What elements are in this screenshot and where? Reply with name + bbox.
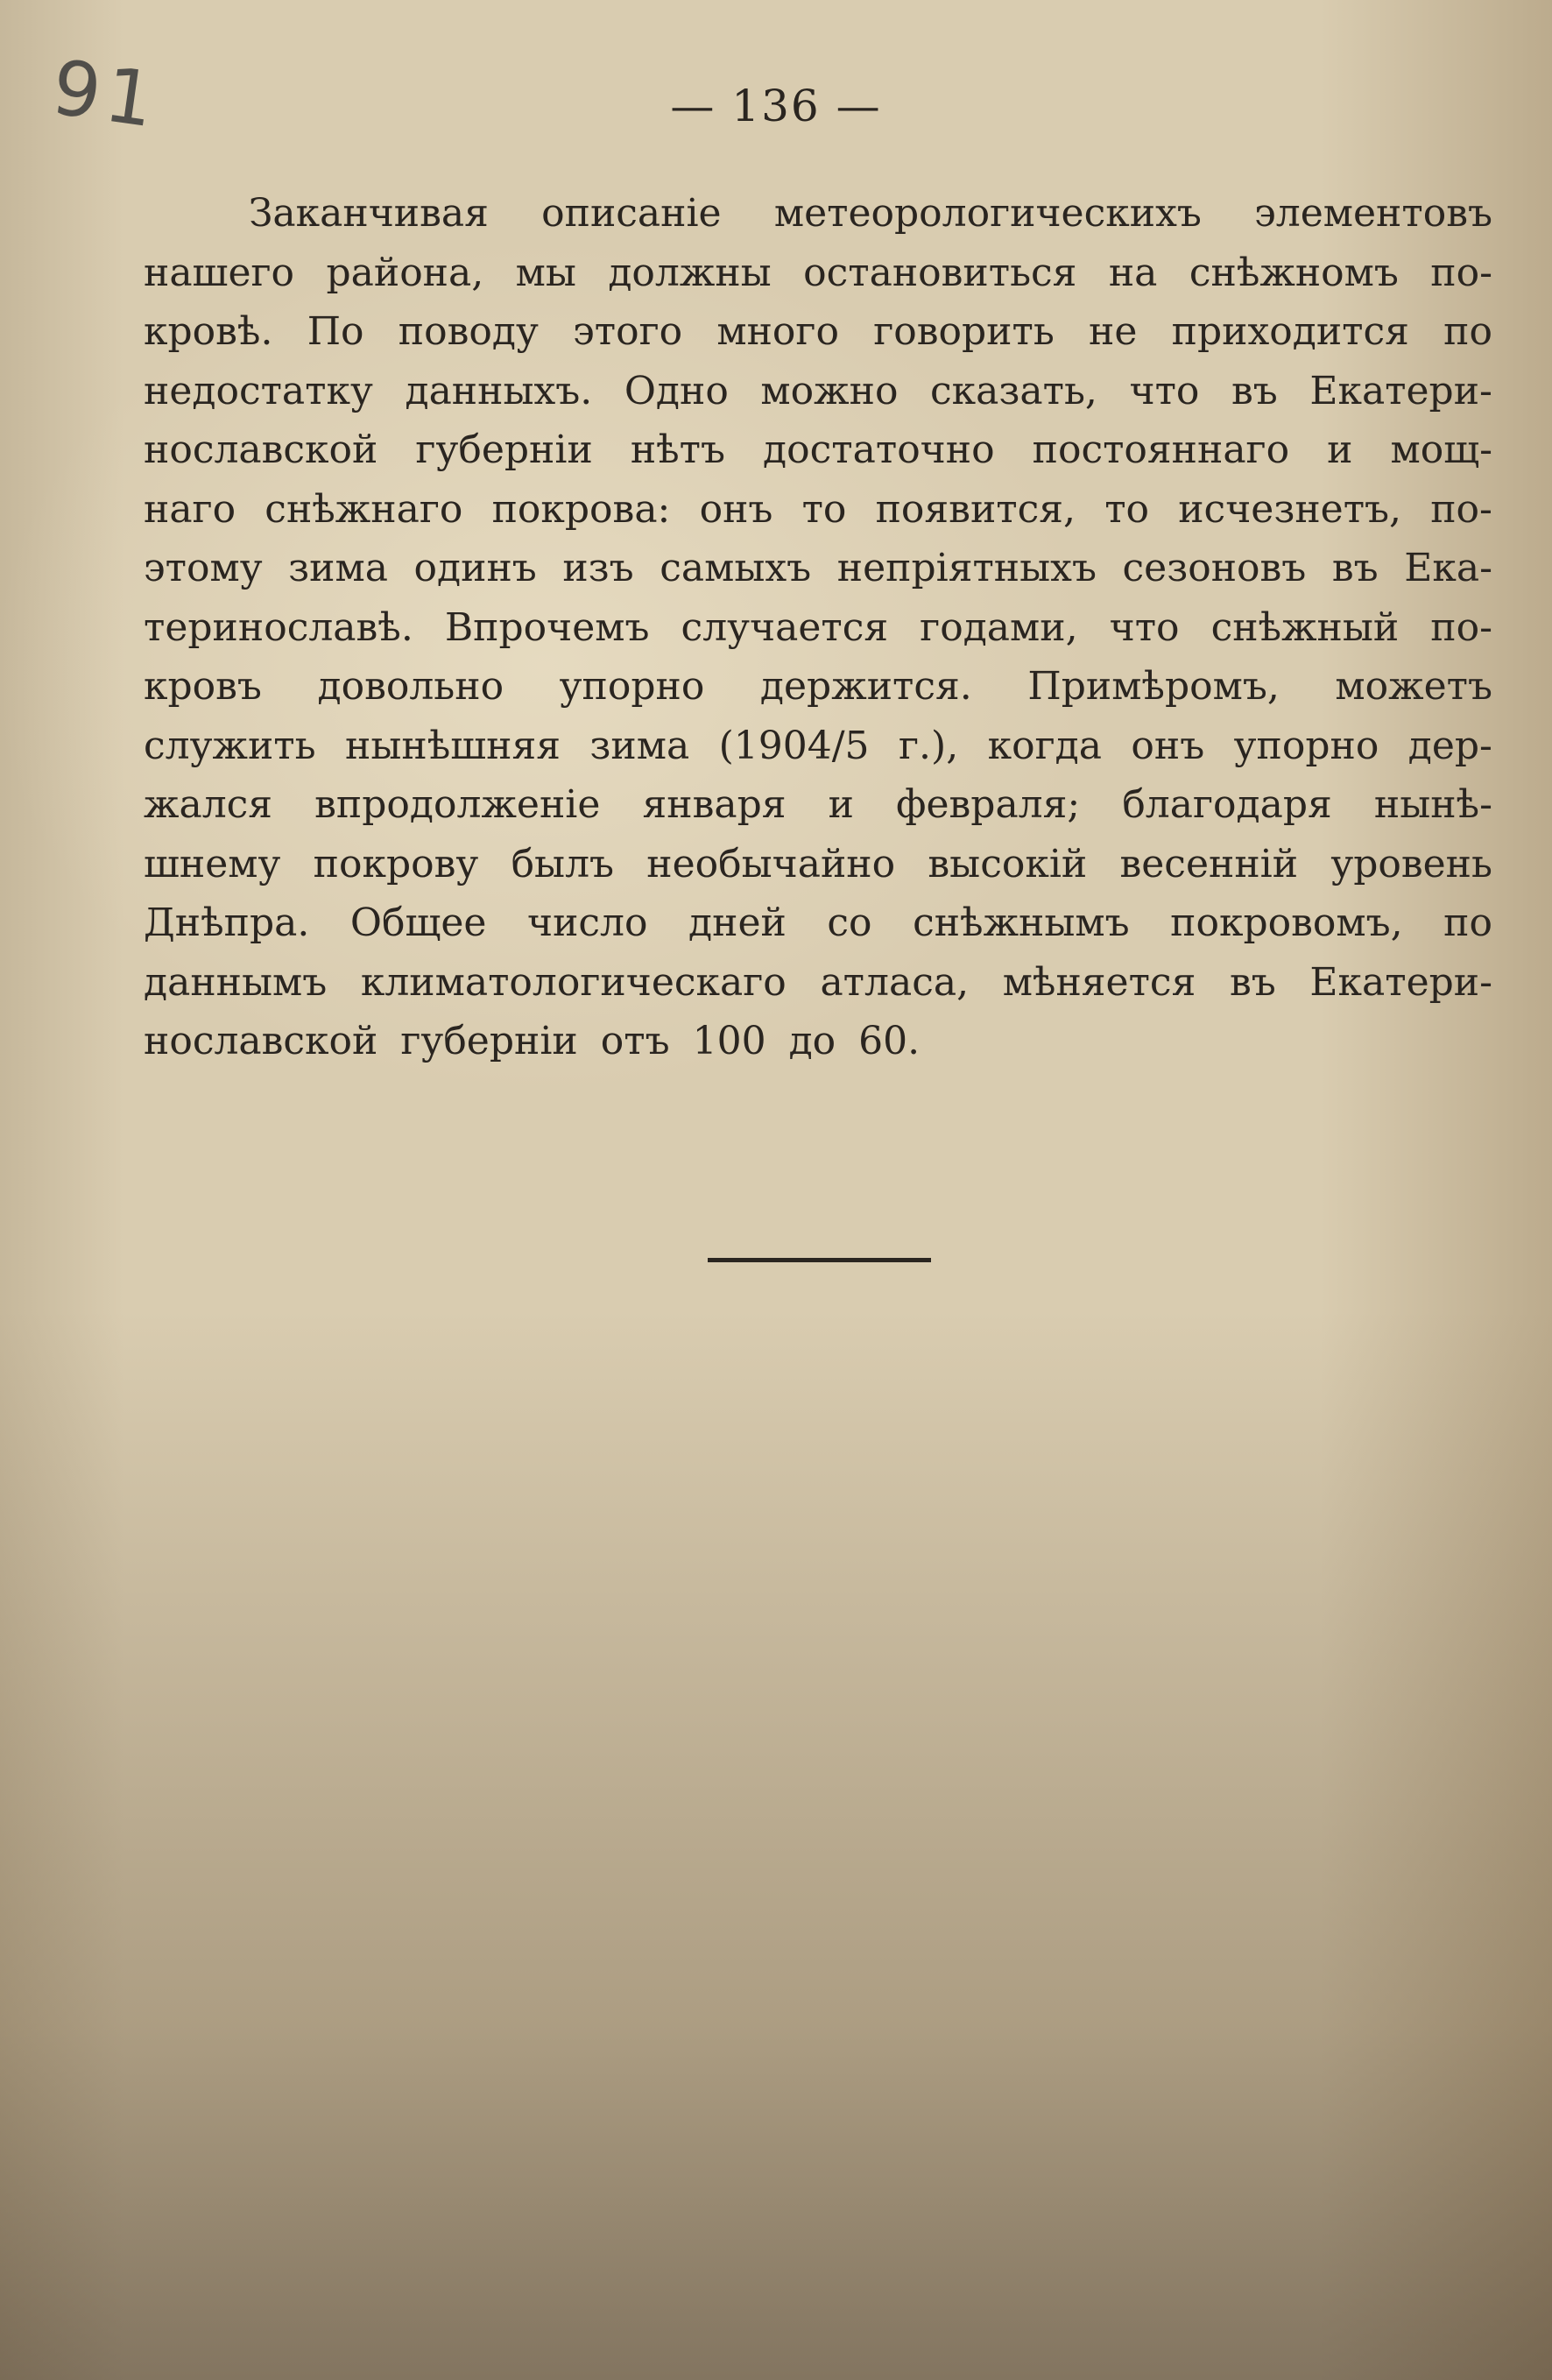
word: благодаря <box>1122 782 1332 827</box>
word: снѣжный <box>1210 604 1400 650</box>
word: впродолженіе <box>314 782 601 827</box>
word: Впрочемъ <box>444 604 650 650</box>
word: говорить <box>873 309 1055 354</box>
word: мощ- <box>1390 427 1492 472</box>
text-line <box>144 657 1492 717</box>
word: высокій <box>928 841 1088 886</box>
word: по- <box>1430 604 1492 650</box>
word: нынѣ- <box>1373 782 1492 827</box>
word: Екатери- <box>1309 959 1492 1005</box>
word: теринославѣ. <box>144 604 413 650</box>
word: остановиться <box>803 250 1077 295</box>
word: января <box>642 782 787 827</box>
word: даннымъ <box>144 959 328 1005</box>
word: число <box>526 900 648 945</box>
word: весенній <box>1119 841 1299 886</box>
text-line <box>144 244 1492 303</box>
word: одинъ <box>413 546 537 590</box>
word: г.), <box>898 723 959 768</box>
word: снѣжнаго <box>265 486 463 532</box>
word: когда <box>987 723 1102 768</box>
word: онъ <box>699 486 773 532</box>
word: зима <box>589 723 690 768</box>
word: нославской <box>144 427 378 472</box>
word: снѣжнымъ <box>913 900 1130 945</box>
word: въ <box>1231 368 1278 413</box>
text-line <box>144 893 1492 953</box>
word: мы <box>515 250 576 295</box>
word: сказать, <box>930 368 1097 413</box>
word: сезоновъ <box>1122 546 1307 590</box>
word: метеорологическихъ <box>773 191 1202 236</box>
word: можетъ <box>1335 664 1492 709</box>
word: и <box>828 782 854 827</box>
text-line <box>144 775 1492 835</box>
word: самыхъ <box>660 546 812 590</box>
word: описаніе <box>541 191 722 236</box>
word: кровѣ. <box>144 309 273 354</box>
handwritten-margin-note: 91 <box>46 44 165 145</box>
word: наго <box>144 486 236 532</box>
word: въ <box>1229 959 1276 1005</box>
page-number: — 136 — <box>670 81 882 131</box>
word: должны <box>608 250 772 295</box>
word: (1904/5 <box>718 723 870 768</box>
text-line <box>144 184 1492 244</box>
word: Одно <box>624 368 729 413</box>
word: по <box>1443 900 1492 945</box>
word: приходится <box>1171 309 1409 354</box>
word: района, <box>326 250 484 295</box>
text-line <box>144 539 1492 598</box>
word: губерніи <box>415 427 593 472</box>
word: недостатку <box>144 368 373 413</box>
word: климатологическаго <box>360 959 787 1005</box>
word: губерніи <box>400 1019 578 1063</box>
word: исчезнетъ, <box>1178 486 1402 532</box>
word: то <box>801 486 847 532</box>
word: Общее <box>349 900 487 945</box>
word: нашего <box>144 250 295 295</box>
word: 100 <box>692 1019 766 1063</box>
text-line <box>144 1012 1492 1071</box>
paragraph <box>144 184 1492 1071</box>
word: на <box>1108 250 1158 295</box>
text-line <box>144 302 1492 362</box>
word: необычайно <box>646 841 896 886</box>
word: по <box>1443 309 1492 354</box>
word: кровъ <box>144 664 262 709</box>
word: элементовъ <box>1254 191 1492 236</box>
text-line <box>144 717 1492 776</box>
word: былъ <box>511 841 615 886</box>
word: Екатери- <box>1309 368 1492 413</box>
word: этого <box>573 309 683 354</box>
text-line <box>144 835 1492 894</box>
word: мѣняется <box>1002 959 1196 1005</box>
word: данныхъ. <box>405 368 593 413</box>
word: жался <box>144 782 273 827</box>
word: что <box>1109 604 1180 650</box>
word: много <box>716 309 839 354</box>
word: можно <box>760 368 899 413</box>
word: нославской <box>144 1019 378 1063</box>
word: появится, <box>875 486 1076 532</box>
text-line <box>144 420 1492 480</box>
word: покрова: <box>491 486 671 532</box>
word: поводу <box>398 309 539 354</box>
word: достаточно <box>763 427 995 472</box>
word: упорно <box>1233 723 1379 768</box>
word: покровомъ, <box>1170 900 1403 945</box>
text-line <box>144 953 1492 1013</box>
word: уровень <box>1330 841 1492 886</box>
word: по- <box>1430 250 1492 295</box>
word: въ <box>1331 546 1379 590</box>
word: упорно <box>559 664 705 709</box>
word: зима <box>288 546 388 590</box>
word: Примѣромъ, <box>1027 664 1280 709</box>
word: довольно <box>317 664 504 709</box>
word: держится. <box>759 664 972 709</box>
word: то <box>1104 486 1150 532</box>
word: до <box>788 1019 836 1063</box>
word: изъ <box>562 546 634 590</box>
word: шнему <box>144 841 281 886</box>
word: Днѣпра. <box>144 900 310 945</box>
word: покрову <box>313 841 479 886</box>
text-line <box>144 362 1492 421</box>
text-line <box>144 598 1492 658</box>
word: атласа, <box>820 959 970 1005</box>
word: снѣжномъ <box>1189 250 1399 295</box>
word: дней <box>688 900 787 945</box>
word: Заканчивая <box>249 191 489 236</box>
word: не <box>1089 309 1138 354</box>
word: со <box>827 900 872 945</box>
section-divider-rule <box>708 1258 931 1262</box>
word: служить <box>144 723 316 768</box>
word: нынѣшняя <box>345 723 561 768</box>
word: По <box>307 309 364 354</box>
word: отъ <box>600 1019 670 1063</box>
word: онъ <box>1131 723 1205 768</box>
word: непріятныхъ <box>836 546 1097 590</box>
text-line <box>144 480 1492 540</box>
word: февраля; <box>896 782 1081 827</box>
word: что <box>1129 368 1200 413</box>
word: этому <box>144 546 263 590</box>
word: постояннаго <box>1032 427 1290 472</box>
word: Ека- <box>1404 546 1492 590</box>
word: по- <box>1430 486 1492 532</box>
word: 60. <box>858 1019 921 1063</box>
word: дер- <box>1407 723 1492 768</box>
word: и <box>1327 427 1353 472</box>
word: годами, <box>920 604 1078 650</box>
word: случается <box>681 604 889 650</box>
word: нѣтъ <box>630 427 726 472</box>
